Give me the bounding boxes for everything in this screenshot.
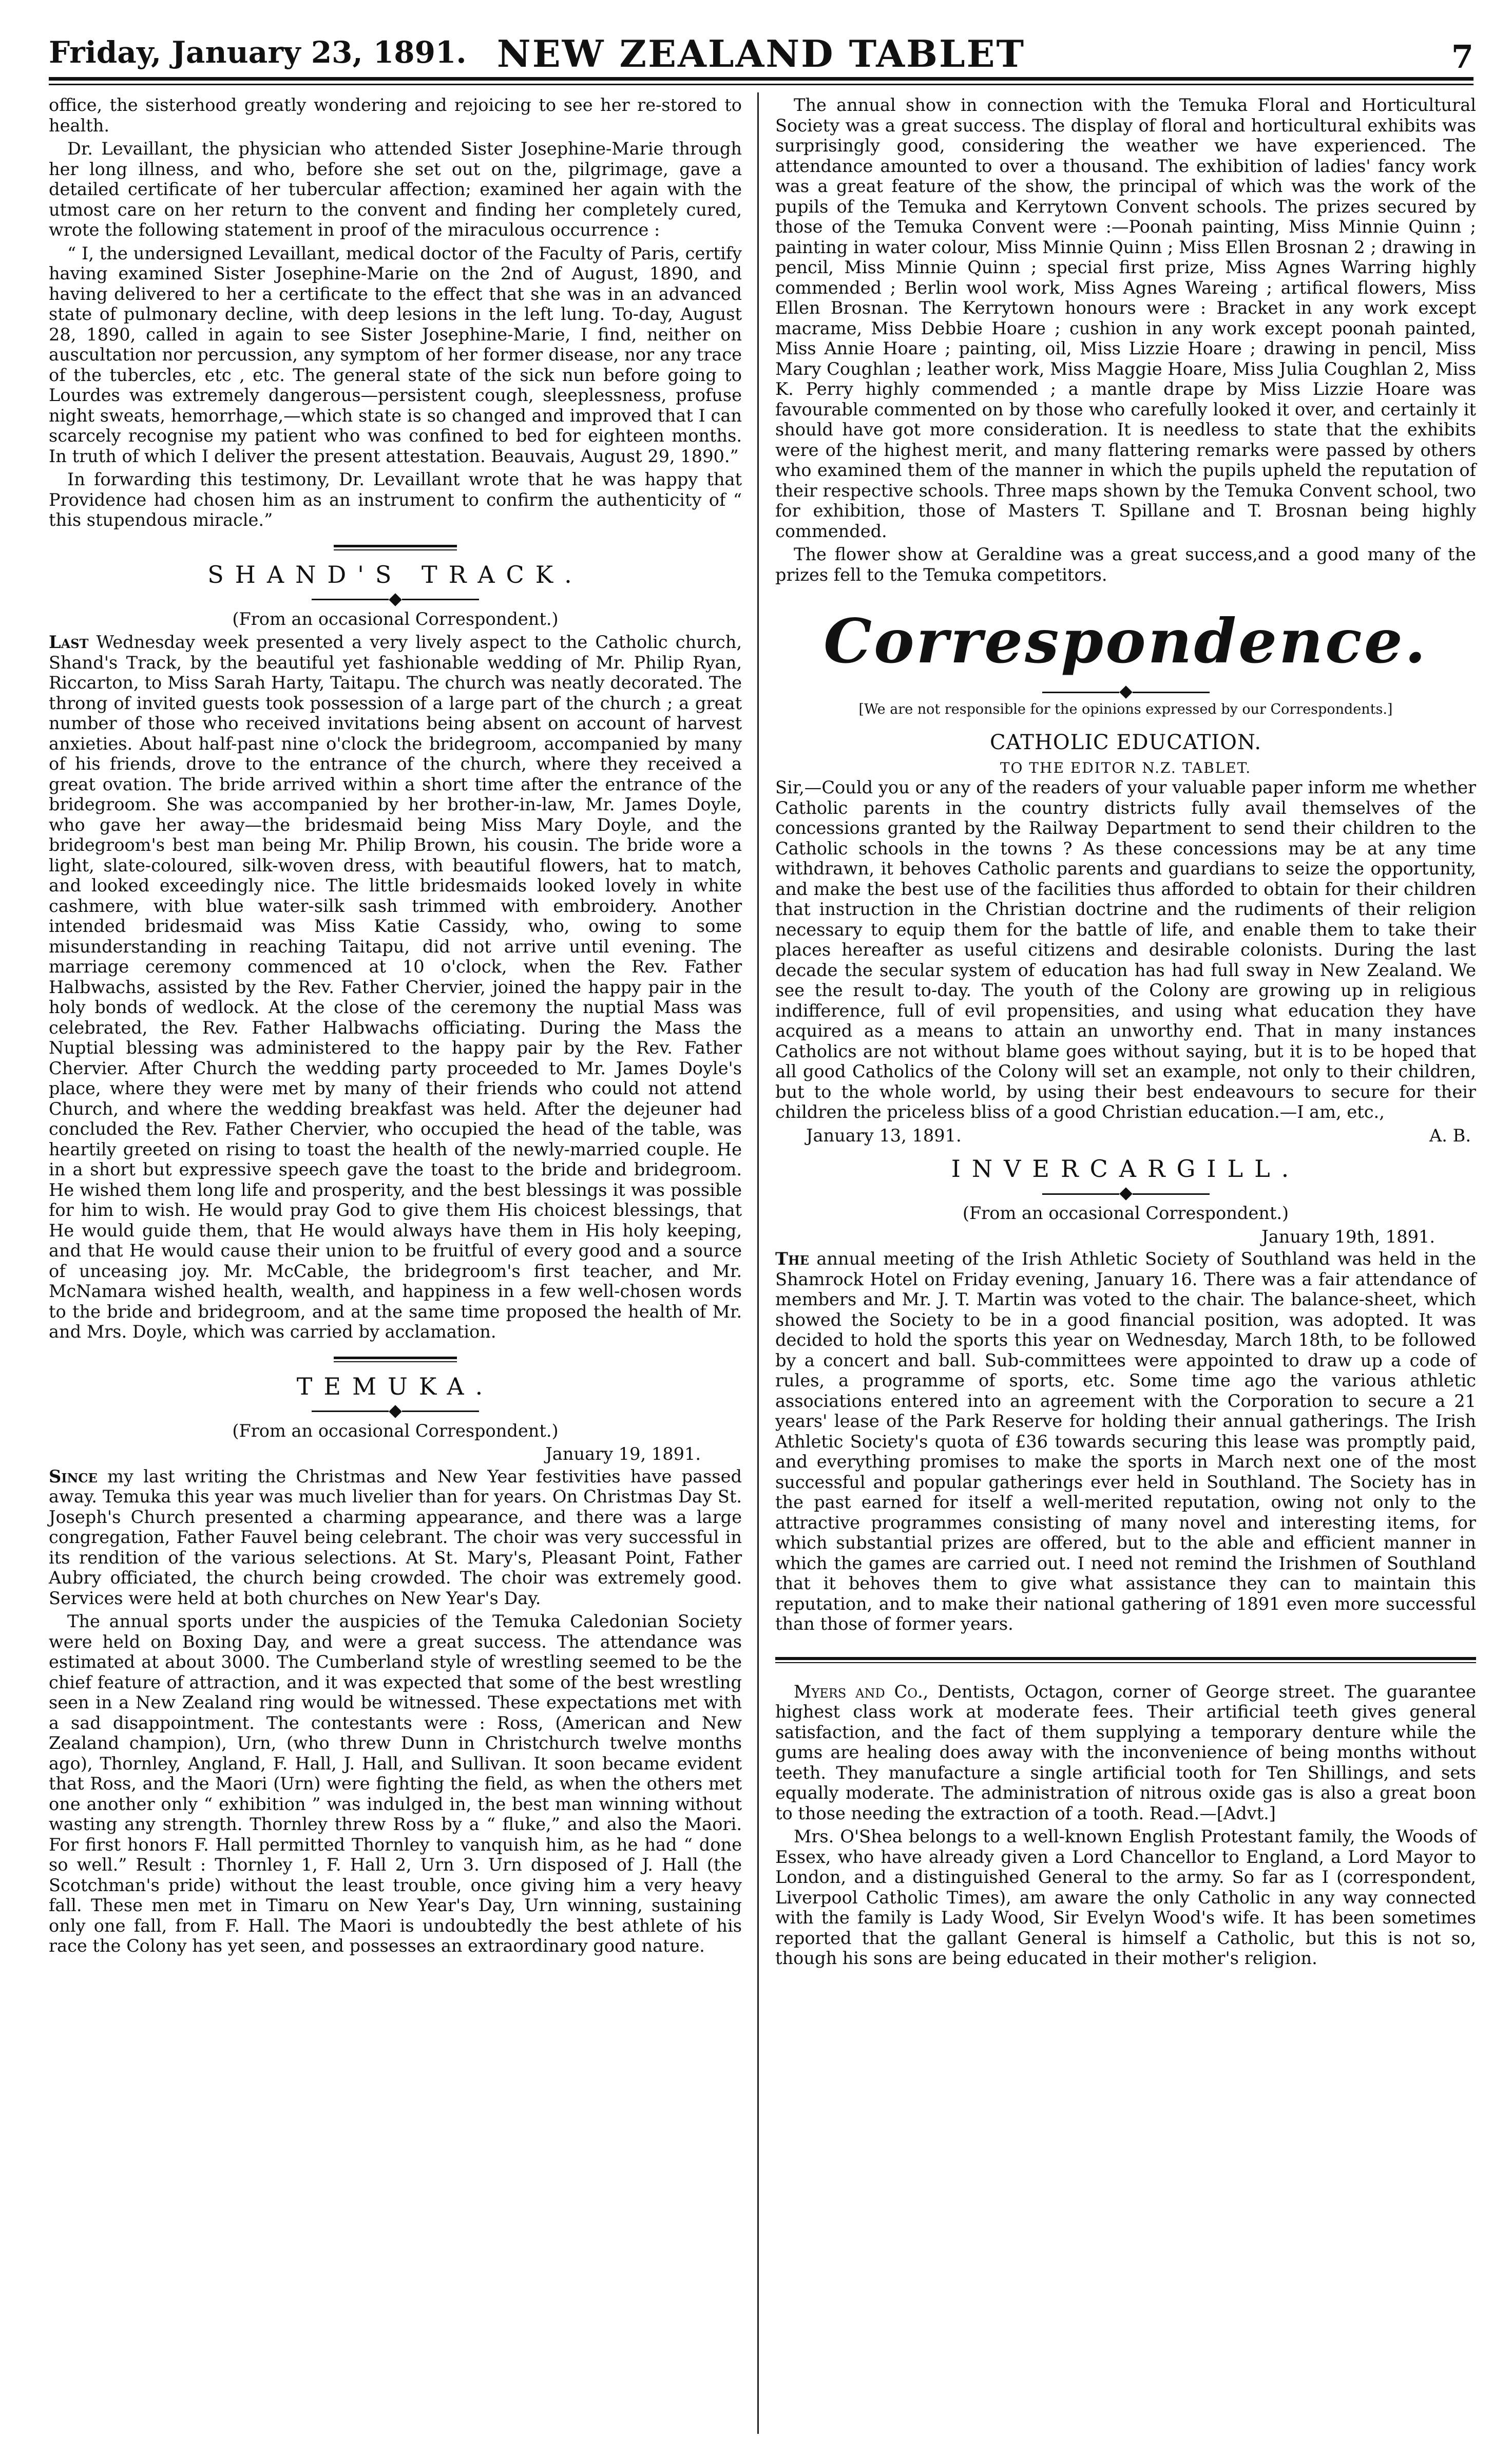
article-paragraph: In forwarding this testimony, Dr. Levaillant wrote that he was happy that Providence had chosen him as an instrument to confirm the authenticity of “ this stupendous miracle.” — [49, 469, 742, 530]
article-paragraph: “ I, the undersigned Levaillant, medical doctor of the Faculty of Paris, certify having examined Sister Josephine-Marie on the 2nd of August, 1890, and having delivered to her a certificate to the effect that she was in an advanced state of pulmonary decline, with deep lesions in the left lung. To-day, August 28, 1890, called in again to see Sister Josephine-Marie, I find, neither on auscultation nor percussion, any symptom of her former disease, nor any trace of the tubercles, etc , etc. The general state of the sick nun before going to Lourdes was extremely dangerous—persistent cough, sleeplessness, profuse night sweats, hemorrhage,—which state is so changed and improved that I can scarcely recognise my patient who was confined to bed for eighteen months. In truth of which I deliver the present attestation. Beauvais, August 29, 1890.” — [49, 243, 742, 466]
paragraph-text: Wednesday week presented a very lively aspect to the Catholic church, Shand's Track, by the beautiful yet fashionable wedding of Mr. Philip Ryan, Riccarton, to Miss Sarah Harty, Taitapu. The church was neatly decorated. The throng of invited guests took possession of a large part of the church ; a great number of those who received invitations being absent on account of harvest anxieties. About half-past nine o'clock the bridegroom, accompanied by many of his friends, drove to the entrance of the church, where they received a great ovation. The bride arrived within a short time after the entrance of the bridegroom. She was accompanied by her brother-in-law, Mr. James Doyle, who gave her away—the bridesmaid being Miss Mary Doyle, and the bridegroom's best man being Mr. Philip Brown, his cousin. The bride wore a light, slate-coloured, silk-woven dress, with beautiful flowers, hat to match, and looked exceedingly nice. The little bridesmaids looked lovely in white cashmere, with blue water-silk sash trimmed with embroidery. Another intended bridesmaid was Miss Katie Cassidy, who, owing to some misunderstanding in reaching Taitapu, did not arrive until evening. The marriage ceremony commenced at 10 o'clock, when the Rev. Father Halbwachs, assisted by the Rev. Father Chervier, joined the happy pair in the holy bonds of wedlock. At the close of the ceremony the nuptial Mass was celebrated, the Rev. Father Halbwachs officiating. During the Mass the Nuptial blessing was administered to the happy pair by the Rev. Father Chervier. After Church the wedding party proceeded to Mr. James Doyle's place, where they were met by many of their friends who could not attend Church, and where the wedding breakfast was held. After the dejeuner had concluded the Rev. Father Chervier, who occupied the head of the table, was heartily greeted on rising to toast the health of the newly-married couple. He in a short but expressive speech gave the toast to the bride and bridegroom. He wished them long life and prosperity, and the best blessings it was possible for him to wish. He would pray God to give them His choicest blessings, that He would guide them, that He would always have them in His holy keeping, and that He would cause their union to be fruitful of every good and a source of unceasing joy. Mr. McCable, the bridegroom's first teacher, and Mr. McNamara wished health, wealth, and happiness in a few well-chosen words to the bride and bridegroom, and at the same time proposed the health of Mr. and Mrs. Doyle, which was carried by acclamation. — [49, 632, 742, 1342]
section-title: TEMUKA. — [296, 1372, 494, 1400]
section-title: INVERCARGILL. — [951, 1155, 1300, 1183]
article-paragraph: Dr. Levaillant, the physician who attended Sister Josephine-Marie through her long illness, and who, before she set out on the, pilgrimage, gave a detailed certificate of her tubercular affection; examined her again with the utmost care on her return to the convent and finding her completely cured, wrote the following statement in proof of the miraculous occurrence : — [49, 139, 742, 240]
correspondence-section — [775, 605, 1476, 1146]
paragraph-text: annual meeting of the Irish Athletic Society of Southland was held in the Shamrock Hotel on Friday evening, January 16. There was a fair attendance of members and Mr. J. T. Martin was voted to the chair. The balance-sheet, which showed the Society to be in a good financial position, was adopted. It was decided to hold the sports this year on Wednesday, March 18th, to be followed by a concert and ball. Sub-committees were appointed to draw up a code of rules, a programme of sports, etc. Some time ago the various athletic associations entered into an agreement with the Corporation to secure a 21 years' lease of the Park Reserve for holding their annual gatherings. The Irish Athletic Society's quota of £36 towards securing this lease was promptly paid, and everything promises to make the sports in March next one of the most successful and popular gatherings ever held in Southland. The Society has in the past earned for itself a well-merited reputation, owing not only to the attractive programmes consisting of many novel and interesting items, for which substantial prizes are offered, but to the able and efficient manner in which the games are carried out. I need not remind the Irishmen of Southland that it behoves them to give what assistance they can to maintain this reputation, and to make their national gathering of 1891 even more successful than those of former years. — [775, 1249, 1476, 1634]
article-paragraph: office, the sisterhood greatly wondering and rejoicing to see her re-stored to health. — [49, 95, 742, 136]
dateline: January 19th, 1891. — [1261, 1226, 1435, 1247]
section-rule-thin — [775, 1662, 1476, 1663]
advertisement-paragraph — [775, 1682, 1476, 1824]
article-paragraph: The annual sports under the auspicies of the Temuka Caledonian Society were held on Boxing Day, and were a great success. The attendance was estimated at about 3000. The Cumberland style of wrestling seemed to be the chief feature of attraction, and it was expected that some of the best wrestling seen in a New Zealand ring would be witnessed. These expectations met with a sad disappointment. The contestants were : Ross, (American and New Zealand champion), Urn, (who threw Dunn in Christchurch twelve months ago), Thornley, Angland, F. Hall, J. Hall, and Sullivan. It soon became evident that Ross, and the Maori (Urn) were fighting the field, as when the others met one another only “ exhibition ” was indulged in, the best man winning without wasting any strength. Thornley threw Ross by a “ fluke,” and also the Maori. For first honors F. Hall permitted Thornley to vanquish him, as he had “ done so well.” Result : Thornley 1, F. Hall 2, Urn 3. Urn disposed of J. Hall (the Scotchman's pride) without the least trouble, once giving him a very heavy fall. These men met in Timaru on New Year's Day, Urn winning, sustaining only one fall, from F. Hall. The Maori is undoubtedly the best athlete of his race the Colony has yet seen, and possesses an extraordinary good nature. — [49, 1611, 742, 1956]
section-rule-thin — [334, 1361, 457, 1362]
disclaimer: [We are not responsible for the opinions expressed by our Correspondents.] — [858, 701, 1393, 717]
byline: (From an occasional Correspondent.) — [232, 1420, 559, 1441]
section-rule — [334, 545, 457, 547]
column-divider — [757, 92, 759, 2434]
section-title: SHAND'S TRACK. — [207, 560, 583, 588]
ornament-divider — [49, 1404, 742, 1418]
ornament-divider — [775, 1187, 1476, 1200]
letter-title: CATHOLIC EDUCATION. — [989, 731, 1262, 754]
signoff-initials: A. B. — [1429, 1125, 1471, 1146]
signoff-date: January 13, 1891. — [806, 1125, 962, 1146]
page-number: 7 — [1451, 38, 1473, 75]
temuka-continued — [775, 95, 1476, 585]
paragraph-text: Dentists, Octagon, corner of George street. The guarantee highest class work at moderate fees. Their artificial teeth gives general satisfaction, and the fact of them supplying a temporary denture while the gums are healing does away with the inconvenience of being months without teeth. They manufacture a single artificial tooth for Ten Shillings, and sets equally moderate. The administration of nitrous oxide gas is also a great boon to those needing the extraction of a tooth. Read.—[Advt.] — [775, 1681, 1476, 1823]
byline: (From an occasional Correspondent.) — [232, 608, 559, 629]
article-paragraph — [775, 1249, 1476, 1634]
masthead — [49, 25, 1473, 81]
letter-body: Sir,—Could you or any of the readers of your valuable paper inform me whether Catholic parents in the country districts fully avail themselves of the concessions granted by the Railway Department to send their children to the Catholic schools in the towns ? As these concessions may be at any time withdrawn, it behoves Catholic parents and guardians to seize the opportunity, and make the best use of the facilities thus afforded to obtain for their children that instruction in the Christian doctrine and the rudiments of their religion necessary to equip them for the battle of life, and enable them to take their places hereafter as useful citizens and desirable colonists. During the last decade the secular system of education has had full sway in New Zealand. We see the result to-day. The youth of the Colony are growing up in religious indifference, full of evil propensities, and using what education they have acquired as a means to attain an unworthy end. That in many instances Catholics are not without blame goes without saying, but it is to be hoped that all good Catholics of the Colony will set an example, not only to their children, but to the whole world, by using their best endeavours to secure for their children the priceless bliss of a good Christian education.—I am, etc., — [775, 777, 1476, 1122]
section-rule — [334, 1357, 457, 1359]
ornament-divider — [775, 685, 1476, 698]
lead-word: Myers and Co., — [794, 1681, 929, 1702]
paragraph-text: my last writing the Christmas and New Year festivities have passed away. Temuka this year was much livelier than for years. On Christmas Day St. Joseph's Church presented a charming appearance, and there was a large congregation, Father Fauvel being celebrant. The choir was very successful in its rendition of the various selections. At St. Mary's, Pleasant Point, Father Aubry officiated, the church being crowded. The choir was extremely good. Services were held at both churches on New Year's Day. — [49, 1466, 742, 1608]
left-column — [49, 95, 742, 1959]
article-paragraph: The annual show in connection with the Temuka Floral and Horticultural Society was a great success. The display of floral and horticultural exhibits was surprisingly good, considering the weather we have experienced. The attendance amounted to over a thousand. The exhibition of ladies' fancy work was a great feature of the show, the principal of which was the work of the pupils of the Temuka and Kerrytown Convent schools. The prizes secured by those of the Temuka Convent were :—Poonah painting, Miss Minnie Quinn ; painting in water colour, Miss Minnie Quinn ; Miss Ellen Brosnan 2 ; drawing in pencil, Miss Minnie Quinn ; special first prize, Miss Agnes Warring highly commended ; Berlin wool work, Miss Agnes Wareing ; artifical flowers, Miss Ellen Brosnan. The Kerrytown honours were : Bracket in any work except macrame, Miss Debbie Hoare ; cushion in any work except poonah painted, Miss Annie Hoare ; painting, oil, Miss Lizzie Hoare ; drawing in pencil, Miss Mary Coughlan ; leather work, Miss Maggie Hoare, Miss Julia Coughlan 2, Miss K. Perry highly commended ; a mantle drape by Miss Lizzie Hoare was favourable commented on by those who carefully looked it over, and certainly it should have got more consideration. It is needless to state that the exhibits were of the highest merit, and many flattering remarks were passed by others who examined them of the manner in which the pupils upheld the reputation of their respective schools. Three maps shown by the Temuka Convent school, two for exhibition, those of Masters T. Spillane and T. Brosnan being highly commended. — [775, 95, 1476, 541]
byline: (From an occasional Correspondent.) — [962, 1203, 1289, 1223]
header-rule-thick — [49, 77, 1473, 81]
letter-salutation-heading: TO THE EDITOR N.Z. TABLET. — [1000, 759, 1252, 776]
issue-date: Friday, January 23, 1891. — [49, 35, 467, 70]
section-rule — [775, 1657, 1476, 1660]
lourdes-article — [49, 95, 742, 530]
shands-track-article — [49, 561, 742, 1342]
article-paragraph: The flower show at Geraldine was a great success,and a good many of the prizes fell to the Temuka competitors. — [775, 544, 1476, 585]
lead-word: Since — [49, 1465, 98, 1487]
article-paragraph — [49, 1466, 742, 1609]
header-rule-thin — [49, 84, 1473, 85]
lead-word: Last — [49, 632, 89, 652]
temuka-article — [49, 1373, 742, 1956]
right-column — [775, 95, 1476, 1972]
article-paragraph — [49, 632, 742, 1342]
section-rule-thin — [334, 549, 457, 550]
notices — [775, 1682, 1476, 1969]
invercargill-article — [775, 1155, 1476, 1634]
correspondence-heading: Correspondence. — [824, 605, 1428, 677]
lead-word: The — [775, 1248, 809, 1269]
ornament-divider — [49, 593, 742, 606]
dateline: January 19, 1891. — [545, 1444, 701, 1464]
article-paragraph: Mrs. O'Shea belongs to a well-known English Protestant family, the Woods of Essex, who have already given a Lord Chancellor to England, a Lord Mayor to London, and a distinguished General to the army. So far as I (correspondent, Liverpool Catholic Times), am aware the only Catholic in any way connected with the family is Lady Wood, Sir Evelyn Wood's wife. It has been sometimes reported that the gallant General is himself a Catholic, but this is not so, though his sons are being educated in their mother's religion. — [775, 1826, 1476, 1968]
newspaper-title: NEW ZEALAND TABLET — [496, 32, 1026, 75]
letter-signoff — [806, 1126, 1471, 1146]
